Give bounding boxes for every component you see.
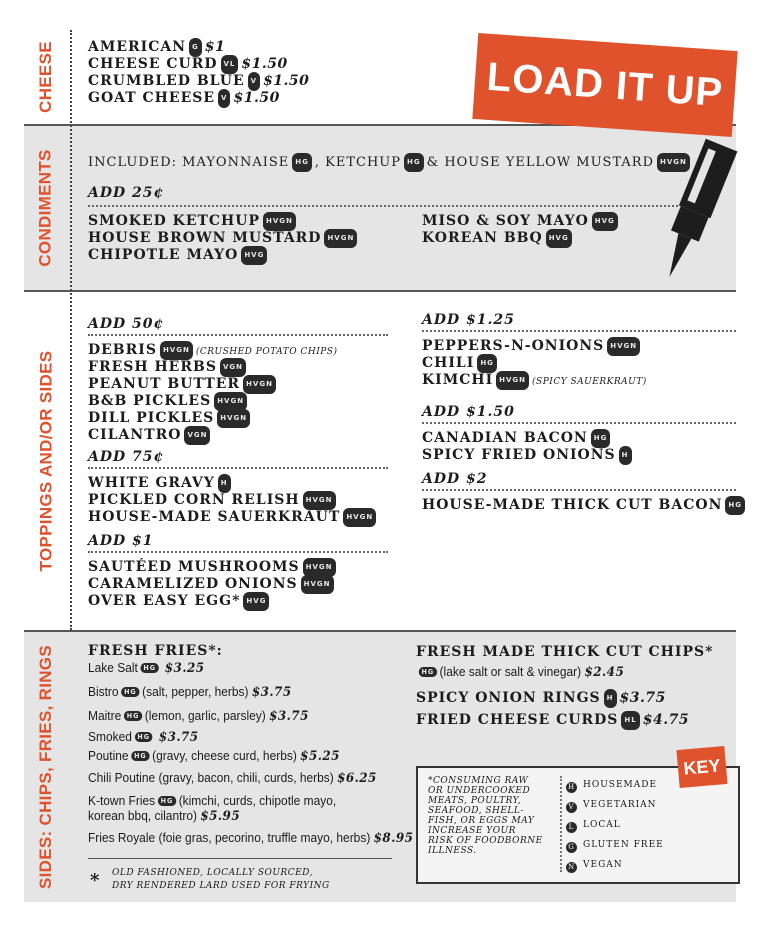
list-item: Fries Royale (foie gras, pecorino, truffle mayo, herbs) $8.95 xyxy=(88,830,414,846)
list-item: PEPPERS-N-ONIONS HVGN xyxy=(422,337,643,356)
list-item: PICKLED CORN RELISH HVGN xyxy=(88,491,339,510)
list-item: CANADIAN BACON HG xyxy=(422,429,613,448)
list-item: SPICY FRIED ONIONS H xyxy=(422,446,635,465)
list-item: GOAT CHEESE V $1.50 xyxy=(88,90,280,106)
fries-title: FRESH FRIES*: xyxy=(88,643,223,659)
list-item: CRUMBLED BLUE V $1.50 xyxy=(88,73,310,89)
list-item: HOUSE-MADE SAUERKRAUT HVGN xyxy=(88,508,379,527)
add-header: ADD $1.25 xyxy=(422,312,515,328)
divider xyxy=(24,630,736,632)
footnote-line: DRY RENDERED LARD USED FOR FRYING xyxy=(112,881,330,891)
vertical-dotted-rule xyxy=(70,30,72,630)
condiments-band xyxy=(24,124,736,290)
chips-title: FRESH MADE THICK CUT CHIPS* xyxy=(416,644,714,660)
dietary-tag: VL xyxy=(221,55,239,74)
legend-item: V VEGETARIAN xyxy=(566,800,657,813)
dotted-rule xyxy=(88,205,678,207)
dotted-rule xyxy=(422,422,736,424)
list-item: HOUSE-MADE THICK CUT BACON HG xyxy=(422,496,748,515)
add-header: ADD $1.50 xyxy=(422,404,515,420)
list-item: Chili Poutine (gravy, bacon, chili, curds, herbs) $6.25 xyxy=(88,770,377,786)
list-item: WHITE GRAVY H xyxy=(88,474,234,493)
list-item: Lake Salt HG $3.25 xyxy=(88,660,205,676)
list-item: KOREAN BBQ HVG xyxy=(422,229,575,248)
list-item: HOUSE BROWN MUSTARD HVGN xyxy=(88,229,360,248)
dotted-rule xyxy=(88,467,388,469)
list-item: DILL PICKLES HVGN xyxy=(88,409,253,428)
dotted-rule xyxy=(560,776,562,872)
list-item: MISO & SOY MAYO HVG xyxy=(422,212,621,231)
list-item: CHILI HG xyxy=(422,354,500,373)
list-item: korean bbq, cilantro) $5.95 xyxy=(88,808,241,824)
list-item: FRIED CHEESE CURDS HL $4.75 xyxy=(416,712,690,728)
list-item: DEBRIS HVGN (CRUSHED POTATO CHIPS) xyxy=(88,342,338,358)
included-condiments: INCLUDED: MAYONNAISE HG , KETCHUP HG & HOUSE YELLOW MUSTARD HVGN xyxy=(88,153,693,172)
add-header: ADD $1 xyxy=(88,533,154,549)
list-item: SAUTÉED MUSHROOMS HVGN xyxy=(88,558,339,577)
dietary-tag: G xyxy=(189,38,202,57)
list-item: CARAMELIZED ONIONS HVGN xyxy=(88,575,337,594)
list-item: KIMCHI HVGN (SPICY SAUERKRAUT) xyxy=(422,372,647,388)
list-item: PEANUT BUTTER HVGN xyxy=(88,375,279,394)
list-item: K-town Fries HG (kimchi, curds, chipotle mayo, xyxy=(88,793,337,808)
add-header: ADD 25¢ xyxy=(88,185,165,201)
list-item: OVER EASY EGG* HVG xyxy=(88,592,272,611)
list-item: SMOKED KETCHUP HVGN xyxy=(88,212,299,231)
divider xyxy=(88,858,392,859)
list-item: CILANTRO VGN xyxy=(88,426,213,445)
add-header: ADD 75¢ xyxy=(88,449,165,465)
sides-tab: SIDES: CHIPS, FRIES, RINGS xyxy=(36,645,56,889)
list-item: B&B PICKLES HVGN xyxy=(88,392,250,411)
add-header: ADD 50¢ xyxy=(88,316,165,332)
condiments-tab: CONDIMENTS xyxy=(36,149,55,267)
list-item: AMERICAN G $1 xyxy=(88,39,226,55)
footnote-line: OLD FASHIONED, LOCALLY SOURCED, xyxy=(112,868,313,878)
list-item: CHEESE CURD VL $1.50 xyxy=(88,56,288,72)
legend-item: G GLUTEN FREE xyxy=(566,840,664,853)
cheese-tab: CHEESE xyxy=(36,41,55,113)
list-item: CHIPOTLE MAYO HVG xyxy=(88,246,270,265)
legend-item: L LOCAL xyxy=(566,820,621,833)
list-item: HG (lake salt or salt & vinegar) $2.45 xyxy=(416,664,624,680)
consumption-warning: *CONSUMING RAW OR UNDERCOOKED MEATS, POULTRY, SEAFOOD, SHELL- FISH, OR EGGS MAY INCREASE YOUR RISK OF FOODBORNE ILLNESS. xyxy=(428,776,543,856)
add-header: ADD $2 xyxy=(422,471,488,487)
dotted-rule xyxy=(88,334,388,336)
list-item: Bistro HG (salt, pepper, herbs) $3.75 xyxy=(88,684,292,700)
dotted-rule xyxy=(88,551,388,553)
legend-item: N VEGAN xyxy=(567,860,623,871)
key-tab: KEY xyxy=(676,746,727,788)
list-item: Maitre HG (lemon, garlic, parsley) $3.75 xyxy=(88,708,309,724)
dietary-tag: V xyxy=(218,89,230,108)
list-item: FRESH HERBS VGN xyxy=(88,358,249,377)
dietary-tag: V xyxy=(248,72,260,91)
list-item: SPICY ONION RINGS H $3.75 xyxy=(416,690,666,706)
toppings-tab: TOPPINGS AND/OR SIDES xyxy=(36,350,56,572)
load-it-up-logo: LOAD IT UP xyxy=(472,33,737,137)
dotted-rule xyxy=(422,330,736,332)
list-item: Smoked HG $3.75 xyxy=(88,729,199,745)
footnote-star: * xyxy=(90,870,101,891)
dotted-rule xyxy=(422,489,736,491)
divider xyxy=(24,290,736,292)
list-item: Poutine HG (gravy, cheese curd, herbs) $5.25 xyxy=(88,748,340,764)
legend-item: H HOUSEMADE xyxy=(567,780,658,791)
